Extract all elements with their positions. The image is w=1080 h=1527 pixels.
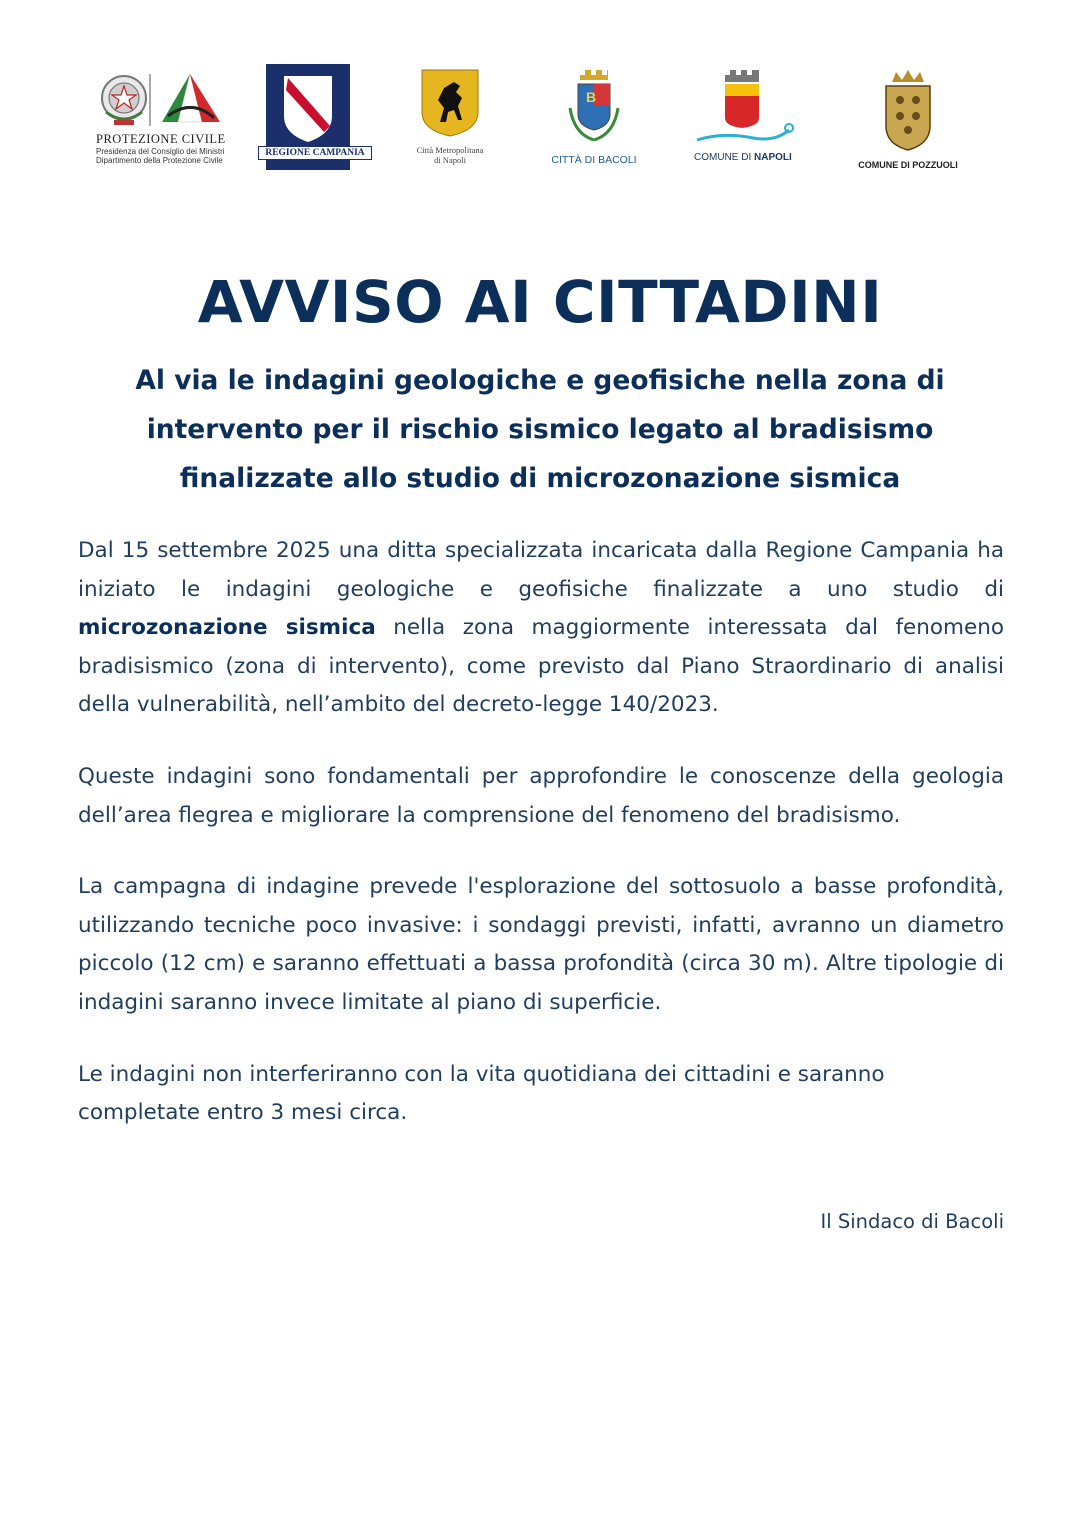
pozzuoli-crest-icon xyxy=(878,70,938,154)
pozzuoli-logo xyxy=(855,70,961,170)
svg-text:B: B xyxy=(586,89,597,105)
bacoli-crest-icon xyxy=(564,68,624,148)
napoli-label-name: NAPOLI xyxy=(754,152,792,163)
paragraph-1-bold: microzonazione sismica xyxy=(78,615,376,641)
campania-shield-icon xyxy=(265,64,365,170)
page-title: AVVISO AI CITTADINI xyxy=(197,268,883,336)
bacoli-logo xyxy=(548,68,640,166)
rampant-horse-shield-icon xyxy=(420,68,480,138)
protezione-civile-title: PROTEZIONE CIVILE xyxy=(96,132,226,146)
bacoli-label: CITTÀ DI BACOLI xyxy=(551,154,637,166)
protezione-civile-line1: Presidenza del Consiglio dei Ministri xyxy=(96,147,225,156)
logo-bar xyxy=(0,60,1080,180)
protezione-civile-triangle-icon xyxy=(162,74,220,122)
citta-metropolitana-logo xyxy=(395,68,505,166)
paragraph-4: Le indagini non interferiranno con la vita quotidiana dei cittadini e saranno completate entro 3 mesi circa. xyxy=(78,1061,885,1126)
napoli-label xyxy=(690,152,800,164)
napoli-label-prefix: COMUNE DI xyxy=(694,152,754,163)
metro-line1: Città Metropolitana xyxy=(416,145,484,155)
paragraph-1 xyxy=(78,532,1004,725)
paragraph-1-before: Dal 15 settembre 2025 una ditta specializzata incaricata dalla Regione Campania ha iniziato le indagini geologiche e geofisiche finalizzate a uno studio di xyxy=(78,538,1004,602)
napoli-crest-icon xyxy=(693,68,797,146)
signature: Il Sindaco di Bacoli xyxy=(820,1210,1004,1233)
notice-body xyxy=(78,532,1004,1166)
pozzuoli-label: COMUNE DI POZZUOLI xyxy=(858,160,958,170)
protezione-civile-line2: Dipartimento della Protezione Civile xyxy=(96,156,223,165)
protezione-civile-logo xyxy=(96,68,236,165)
page-subtitle: Al via le indagini geologiche e geofisiche nella zona di intervento per il rischio sismico legato al bradisismo finalizzate allo studio di microzonazione sismica xyxy=(135,365,945,494)
metro-line2: di Napoli xyxy=(434,154,466,165)
paragraph-3: La campagna di indagine prevede l'esplorazione del sottosuolo a basse profondità, utilizzando tecniche poco invasive: i sondaggi previsti, infatti, avranno un diametro piccolo (12 cm) e saranno effettuati a bassa profondità (circa 30 m). Altre tipologie di indagini saranno invece limitate al piano di superficie. xyxy=(78,874,1004,1015)
regione-campania-logo xyxy=(252,64,364,170)
paragraph-1-after: nella zona maggiormente interessata dal fenomeno bradisismico (zona di intervento), come previsto dal Piano Straordinario di analisi della vulnerabilità, nell’ambito del decreto-legge 140/2023. xyxy=(78,615,1004,718)
italian-republic-emblem-icon xyxy=(96,68,236,130)
napoli-logo xyxy=(690,68,800,164)
paragraph-2: Queste indagini sono fondamentali per approfondire le conoscenze della geologia dell’area flegrea e migliorare la comprensione del fenomeno del bradisismo. xyxy=(78,763,1004,828)
regione-campania-label: REGIONE CAMPANIA xyxy=(258,146,372,160)
